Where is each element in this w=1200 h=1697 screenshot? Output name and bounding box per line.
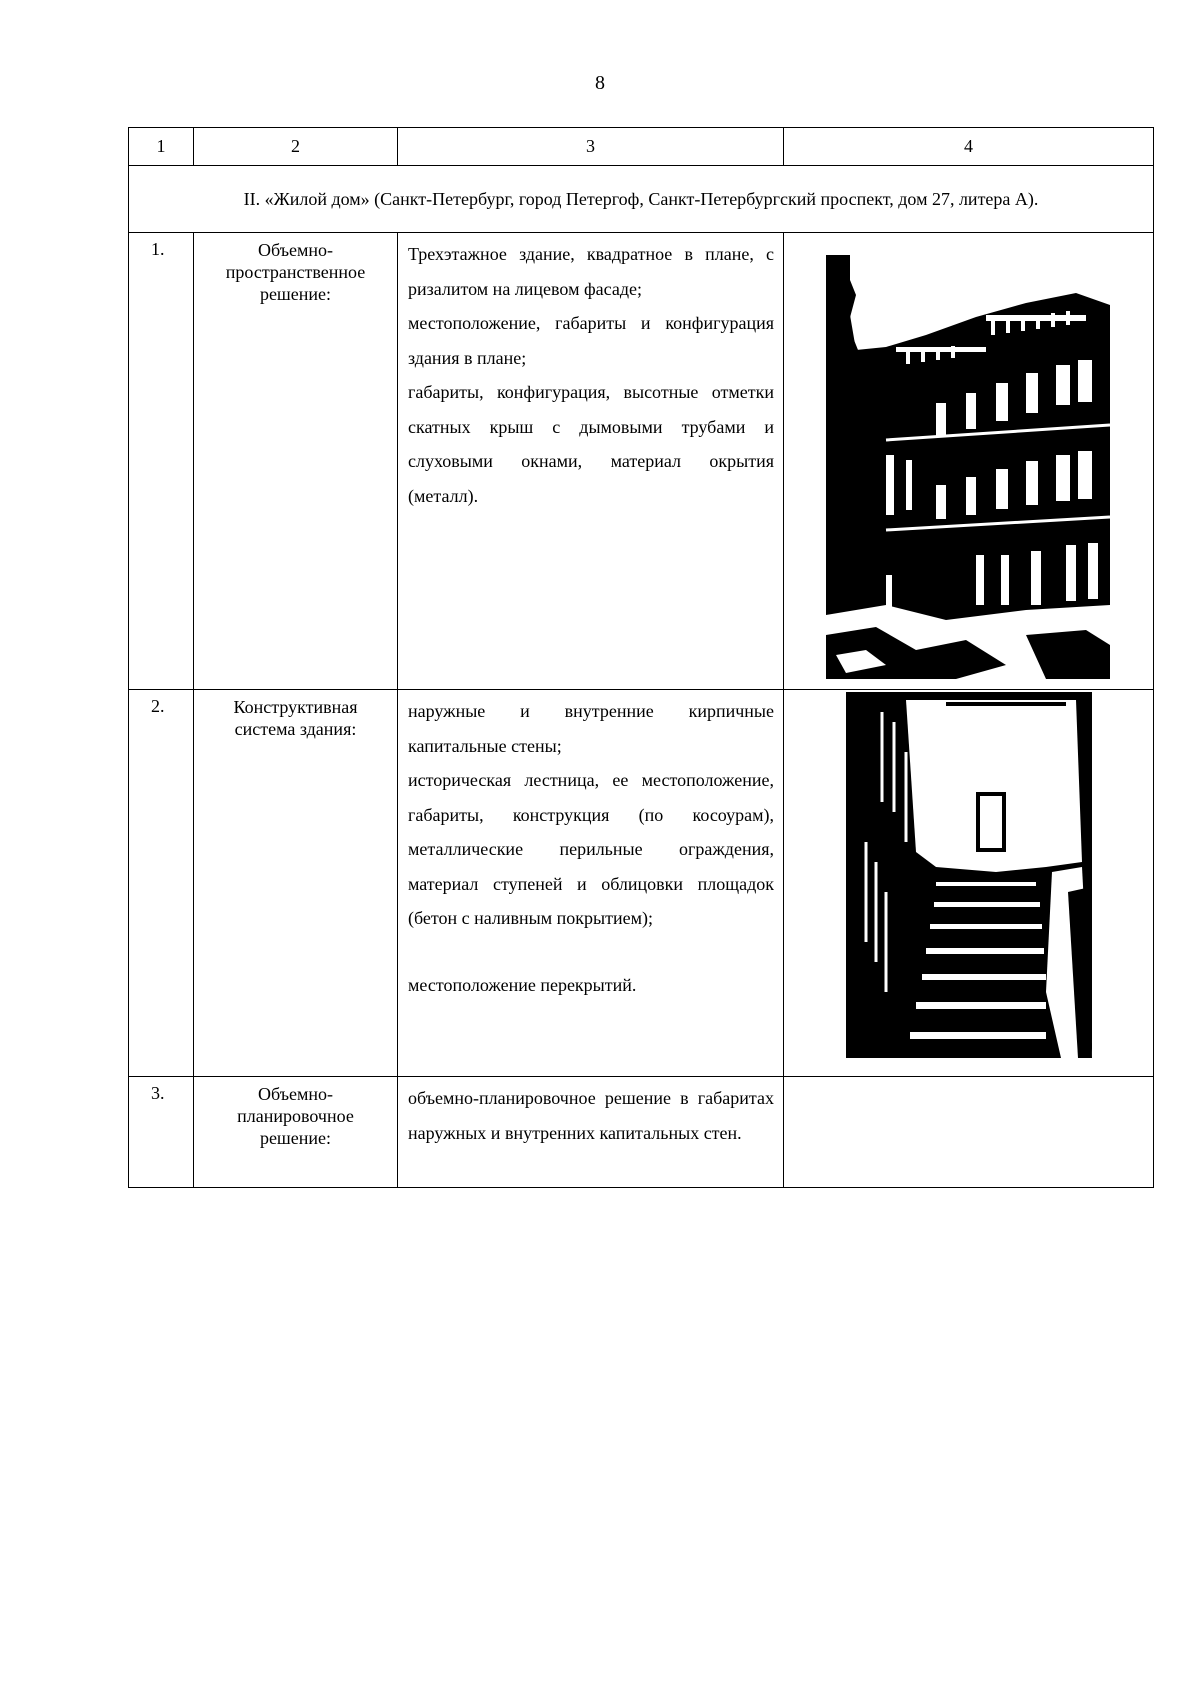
description-paragraph: Трехэтажное здание, квадратное в плане, с ризалитом на лицевом фасаде; bbox=[408, 244, 774, 299]
staircase-photo bbox=[846, 692, 1092, 1058]
table-row bbox=[129, 1077, 1154, 1188]
section-row bbox=[129, 166, 1154, 233]
column-number-4: 4 bbox=[784, 128, 1154, 166]
row-description bbox=[398, 690, 784, 1077]
description-paragraph: историческая лестница, ее местоположение, габариты, конструкция (по косоурам), металлические перильные ограждения, материал ступеней и облицовки площадок (бетон с наливным покрытием); bbox=[408, 770, 774, 928]
column-number-2: 2 bbox=[194, 128, 398, 166]
page-number: 8 bbox=[595, 72, 605, 94]
description-paragraph: наружные и внутренние кирпичные капитальные стены; bbox=[408, 701, 774, 756]
photo-cell bbox=[784, 233, 1154, 690]
row-name: Конструктивная система здания: bbox=[194, 690, 398, 1077]
row-description bbox=[398, 233, 784, 690]
description-paragraph: объемно-планировочное решение в габаритах наружных и внутренних капитальных стен. bbox=[408, 1088, 774, 1143]
row-number: 1. bbox=[129, 233, 194, 690]
table-row bbox=[129, 690, 1154, 1077]
heritage-table bbox=[128, 127, 1154, 1188]
column-number-1: 1 bbox=[129, 128, 194, 166]
row-number: 2. bbox=[129, 690, 194, 1077]
row-name: Объемно-пространственное решение: bbox=[194, 233, 398, 690]
table-row bbox=[129, 233, 1154, 690]
row-name: Объемно-планировочное решение: bbox=[194, 1077, 398, 1188]
column-number-row bbox=[129, 128, 1154, 166]
photo-cell bbox=[784, 690, 1154, 1077]
description-paragraph: местоположение перекрытий. bbox=[408, 974, 637, 995]
section-title: II. «Жилой дом» (Санкт-Петербург, город Петергоф, Санкт-Петербургский проспект, дом 27, литера А). bbox=[129, 166, 1154, 233]
column-number-3: 3 bbox=[398, 128, 784, 166]
description-paragraph: местоположение, габариты и конфигурация здания в плане; bbox=[408, 313, 774, 368]
row-number: 3. bbox=[129, 1077, 194, 1188]
building-facade-photo bbox=[826, 255, 1110, 679]
description-paragraph: габариты, конфигурация, высотные отметки скатных крыш с дымовыми трубами и слуховыми окнами, материал окрытия (металл). bbox=[408, 382, 774, 506]
photo-cell-empty bbox=[784, 1077, 1154, 1188]
row-description bbox=[398, 1077, 784, 1188]
